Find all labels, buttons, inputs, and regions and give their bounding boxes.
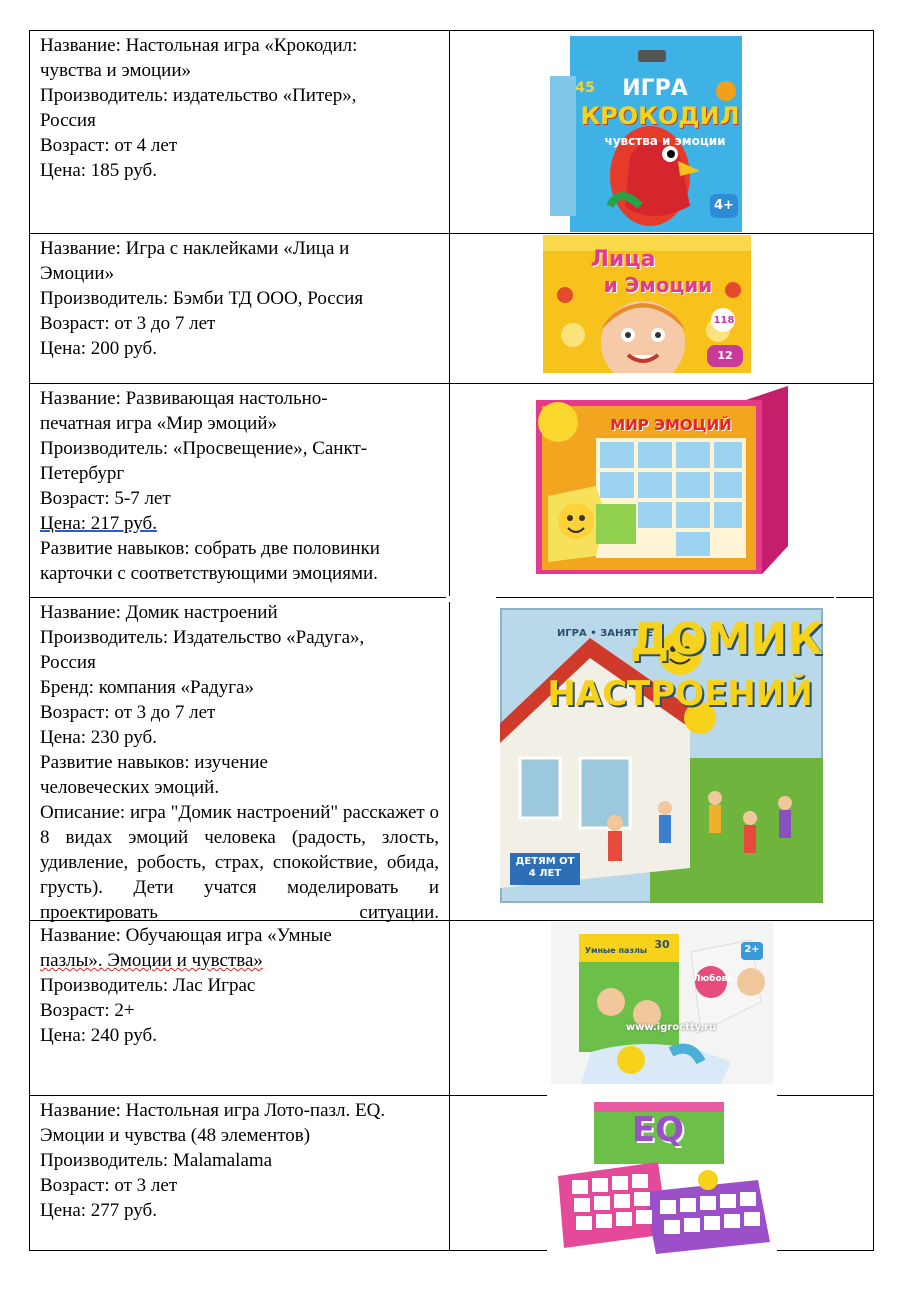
image-cell (450, 31, 874, 233)
description-cell (29, 31, 450, 233)
image-cell (450, 598, 874, 920)
age-badge: 4+ (714, 198, 734, 213)
text-line: Россия (40, 110, 96, 131)
text-line: Название: Развивающая настольно- (40, 388, 328, 409)
text-line: Производитель: Malamalama (40, 1150, 273, 1171)
sticker-book-cover-image (543, 235, 751, 373)
puzzle-game-box-image (536, 386, 788, 574)
text-line: Возраст: от 3 до 7 лет (40, 702, 216, 723)
text-line: Возраст: от 4 лет (40, 135, 178, 156)
text-line: Цена: 240 руб. (40, 1025, 157, 1046)
box-title-label: ДОМИК (630, 614, 823, 665)
text-line: Цена: 277 руб. (40, 1200, 157, 1221)
table-row (29, 383, 874, 597)
text-line: пазлы». Эмоции и чувства» (40, 950, 263, 971)
text-line: человеческих эмоций. (40, 777, 220, 798)
text-line: Производитель: Лас Играс (40, 975, 256, 996)
box-title-label: КРОКОДИЛ (580, 102, 740, 130)
page-count-badge: 12 (717, 349, 733, 362)
text-line: Название: Обучающая игра «Умные (40, 925, 332, 946)
text-line: Название: Настольная игра «Крокодил: (40, 35, 358, 56)
box-caption-label: ИГРА • ЗАНЯТИЕ (556, 628, 654, 639)
table-row (29, 233, 874, 383)
text-line: Производитель: издательство «Питер», (40, 85, 357, 106)
text-line: Развитие навыков: изучение (40, 752, 268, 773)
smart-puzzle-photo-image (551, 922, 773, 1084)
text-line: Производитель: Издательство «Радуга», (40, 627, 365, 648)
text-line: Петербург (40, 463, 125, 484)
box-title-label: НАСТРОЕНИЙ (547, 674, 813, 714)
image-cell (450, 234, 874, 383)
table-row (29, 597, 874, 923)
text-line: Развитие навыков: собрать две половинки (40, 538, 380, 559)
text-line: карточки с соответствующими эмоциями. (40, 563, 378, 584)
text-line: Россия (40, 652, 96, 673)
text-line: Возраст: 2+ (40, 1000, 135, 1021)
image-cell (450, 384, 874, 597)
text-line: Цена: 230 руб. (40, 727, 157, 748)
table-row (29, 1095, 874, 1251)
text-line: Производитель: Бэмби ТД ООО, Россия (40, 288, 364, 309)
text-line: Название: Настольная игра Лото-пазл. EQ. (40, 1100, 386, 1121)
text-line: печатная игра «Мир эмоций» (40, 413, 277, 434)
text-line: Возраст: от 3 до 7 лет (40, 313, 216, 334)
text-line: чувства и эмоции» (40, 60, 191, 81)
card-label: Любовь (692, 974, 734, 984)
lotto-puzzle-boards-image (548, 1096, 776, 1254)
text-line: Название: Домик настроений (40, 602, 278, 623)
cover-title-label: и Эмоции (603, 273, 713, 297)
text-line: Бренд: компания «Радуга» (40, 677, 254, 698)
age-label: ДЕТЯМ ОТ 4 ЛЕТ (515, 856, 575, 879)
description-cell (29, 921, 450, 1095)
description-cell (29, 234, 450, 383)
house-game-box-image (500, 608, 823, 903)
box-title-label: Умные пазлы (584, 946, 648, 955)
text-line: Производитель: «Просвещение», Санкт- (40, 438, 368, 459)
crocodile-game-box-image (550, 36, 760, 232)
text-line: Возраст: 5-7 лет (40, 488, 171, 509)
box-title-label: EQ (631, 1110, 685, 1150)
image-cell (450, 921, 874, 1095)
description-cell (29, 598, 450, 923)
cover-title-label: Лица (590, 247, 656, 272)
piece-count-label: 30 (654, 938, 670, 951)
box-subtitle-label: чувства и эмоции (604, 134, 726, 148)
description-cell (29, 384, 450, 597)
watermark-label: www.igroctty.ru (625, 1022, 717, 1033)
sticker-count-badge: 118 (713, 315, 735, 326)
box-count-label: 45 (575, 80, 595, 96)
text-line: Цена: 185 руб. (40, 160, 157, 181)
text-line: Эмоции и чувства (48 элементов) (40, 1125, 311, 1146)
text-line: Возраст: от 3 лет (40, 1175, 178, 1196)
description-cell (29, 1096, 450, 1250)
box-title-label: МИР ЭМОЦИЙ (610, 416, 732, 434)
description-paragraph: Описание: игра "Домик настроений" расскажет о 8 видах эмоций человека (радость, злость, удивление, робость, страх, спокойствие, обида, грусть). Дети учатся моделировать и проектировать ситуации. (40, 802, 439, 923)
text-line: Название: Игра с наклейками «Лица и (40, 238, 350, 259)
text-line: Эмоции» (40, 263, 115, 284)
age-badge: 2+ (744, 944, 760, 955)
box-title-label: ИГРА (622, 76, 688, 101)
table-row (29, 30, 874, 233)
text-line: Цена: 217 руб. (40, 513, 157, 534)
image-cell (450, 1096, 874, 1250)
table-row (29, 920, 874, 1095)
text-line: Цена: 200 руб. (40, 338, 157, 359)
